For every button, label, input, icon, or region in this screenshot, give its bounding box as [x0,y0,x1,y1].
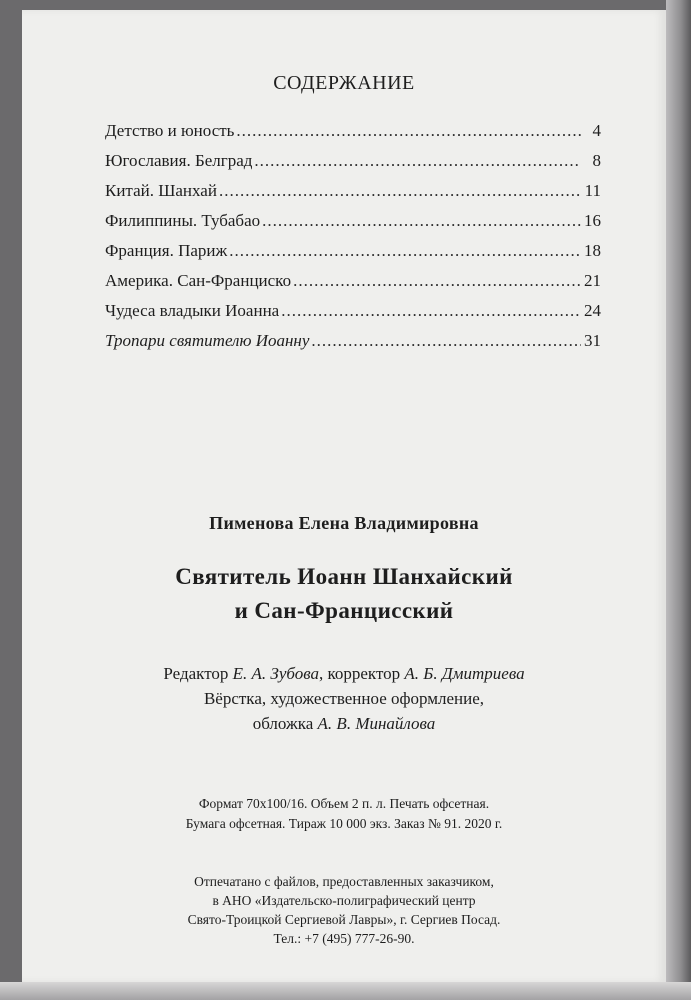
corrector-prefix: , корректор [318,664,405,683]
table-of-contents [105,120,601,360]
book-title-line: и Сан-Францисский [234,598,454,623]
cover-prefix: обложка [252,714,318,733]
toc-entry-page: 8 [592,151,601,170]
toc-entry-page: 31 [584,331,601,350]
book-title-line: Святитель Иоанн Шанхайский [175,564,513,589]
toc-leader-dots [293,270,581,292]
printer-phone: Тел.: +7 (495) 777-26-90. [273,931,415,946]
toc-leader-dots [281,300,581,322]
page-edge-right [666,0,691,1000]
toc-leader-dots [262,210,581,232]
toc-entry-label: Детство и юность [105,121,235,140]
toc-leader-dots [254,150,581,172]
toc-entry [105,120,601,150]
toc-heading: СОДЕРЖАНИЕ [273,72,415,94]
toc-entry [105,330,601,360]
toc-entry-label: Франция. Париж [105,241,228,260]
printer-line: Отпечатано с файлов, предоставленных заказчиком, [194,874,494,889]
toc-entry-page: 21 [584,271,601,290]
toc-leader-dots [236,120,581,142]
toc-entry-page: 4 [592,121,601,140]
toc-leader-dots [229,240,581,262]
layout-line: Вёрстка, художественное оформление, [203,689,485,708]
format-line: Бумага офсетная. Тираж 10 000 экз. Заказ № 91. 2020 г. [185,816,503,831]
cover-designer-name: А. В. Минайлова [317,714,436,733]
page-edge-bottom [0,982,691,1000]
editor-name: Е. А. Зубова [232,664,319,683]
toc-entry-label: Югославия. Белград [105,151,253,170]
toc-entry [105,210,601,240]
toc-entry-page: 24 [584,301,601,320]
cover-line [22,711,666,736]
printer-line: Свято-Троицкой Сергиевой Лавры», г. Сергиев Посад. [187,912,501,927]
toc-entry-page: 18 [584,241,601,260]
printer-line: в АНО «Издательско-полиграфический центр [212,893,476,908]
toc-entry-label: Филиппины. Тубабао [105,211,261,230]
credits [22,661,666,736]
toc-leader-dots [311,330,581,352]
toc-entry [105,240,601,270]
toc-leader-dots [219,180,581,202]
toc-entry [105,300,601,330]
format-line: Формат 70х100/16. Объем 2 п. л. Печать офсетная. [198,796,490,811]
author-name: Пименова Елена Владимировна [209,513,479,533]
toc-entry [105,150,601,180]
editor-prefix: Редактор [163,664,233,683]
book-page [22,10,666,982]
toc-entry-label: Чудеса владыки Иоанна [105,301,280,320]
toc-entry-label: Тропари святителю Иоанну [105,331,310,350]
corrector-name: А. Б. Дмитриева [404,664,525,683]
toc-entry-label: Америка. Сан-Франциско [105,271,292,290]
toc-entry-page: 11 [584,181,601,200]
editor-line [22,661,666,686]
printer-info [22,872,666,948]
book-title [22,560,666,628]
toc-entry [105,180,601,210]
toc-entry-label: Китай. Шанхай [105,181,217,200]
toc-entry [105,270,601,300]
toc-entry-page: 16 [584,211,601,230]
format-info [22,794,666,834]
